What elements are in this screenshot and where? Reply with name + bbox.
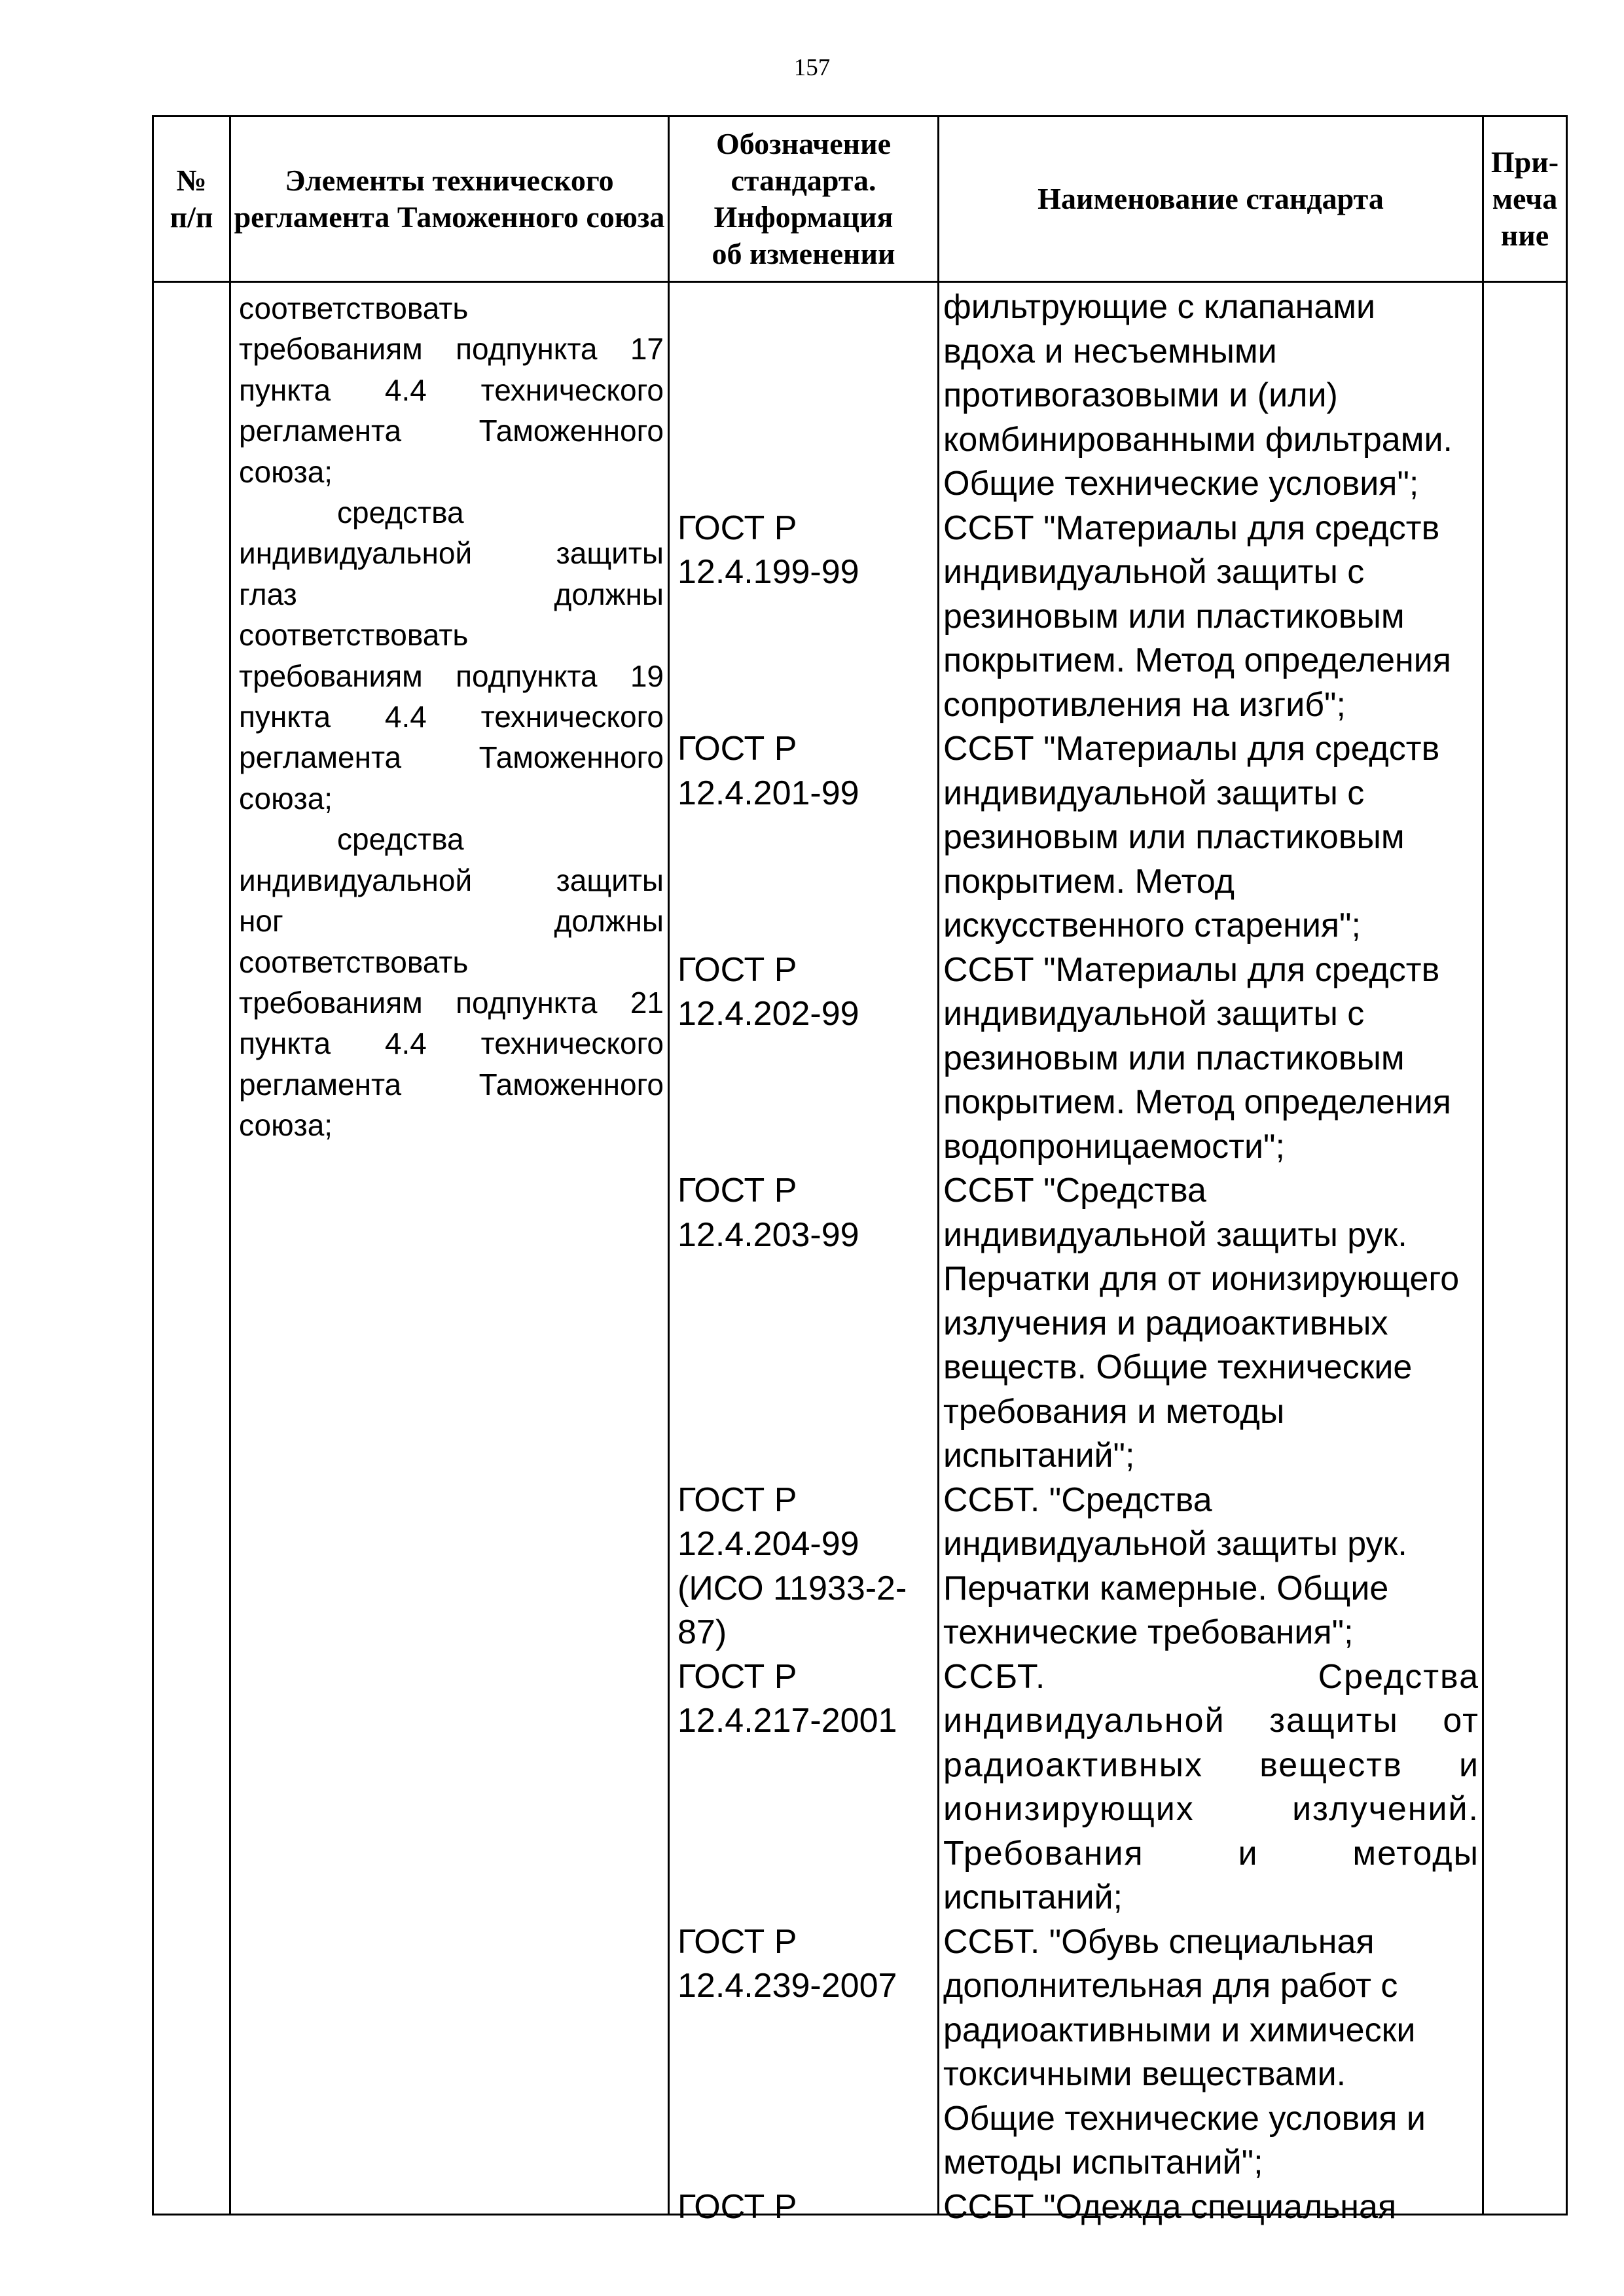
name-line: Требования и методы bbox=[943, 1834, 1479, 1873]
name-line: ССБТ. "Средства bbox=[943, 1480, 1212, 1519]
name-line: Общие технические условия"; bbox=[943, 465, 1419, 503]
header-col-elements: Элементы технического регламента Таможенного союза bbox=[230, 117, 669, 282]
elements-paragraph: средства индивидуальной защиты глаз должны соответствовать требованиям подпункта 19 пункта 4.4 технического регламента Таможенного союза; bbox=[239, 495, 664, 816]
name-line: ССБТ "Средства bbox=[943, 1172, 1206, 1210]
name-line: индивидуальной защиты с bbox=[943, 774, 1365, 812]
designation-line: (ИСО 11933-2- bbox=[677, 1569, 907, 1607]
designation-line: ГОСТ Р bbox=[677, 1657, 797, 1696]
standard-designation bbox=[677, 507, 935, 595]
name-line: индивидуальной защиты с bbox=[943, 553, 1365, 591]
standard-designation bbox=[677, 948, 935, 1037]
name-line: токсичными веществами. bbox=[943, 2055, 1346, 2093]
designation-line: 12.4.201-99 bbox=[677, 774, 859, 812]
standard-designation bbox=[677, 1479, 935, 1655]
name-line: противогазовыми и (или) bbox=[943, 376, 1338, 414]
name-line: Перчатки для от ионизирующего bbox=[943, 1260, 1460, 1298]
designation-line: ГОСТ Р bbox=[677, 950, 797, 989]
name-line: индивидуальной защиты с bbox=[943, 995, 1365, 1033]
name-line: дополнительная для работ с bbox=[943, 1967, 1398, 2005]
standard-designation bbox=[677, 2185, 935, 2230]
header-col-num: № п/п bbox=[153, 117, 230, 282]
name-line: ССБТ "Материалы для средств bbox=[943, 950, 1440, 989]
designation-line: 12.4.204-99 bbox=[677, 1525, 859, 1563]
name-line: Перчатки камерные. Общие bbox=[943, 1569, 1389, 1607]
name-line: индивидуальной защиты рук. bbox=[943, 1525, 1407, 1563]
standard-designation bbox=[677, 1920, 935, 2009]
designation-line: ГОСТ Р bbox=[677, 730, 797, 768]
elements-paragraph: средства индивидуальной защиты ног должны соответствовать требованиям подпункта 21 пункта 4.4 технического регламента Таможенного союза; bbox=[239, 822, 664, 1143]
designation-line: 12.4.199-99 bbox=[677, 553, 859, 591]
designation-line: 12.4.239-2007 bbox=[677, 1967, 897, 2005]
name-line: испытаний; bbox=[943, 1878, 1123, 1916]
name-line: ионизирующих излучений. bbox=[943, 1790, 1479, 1828]
standard-name bbox=[943, 727, 1479, 948]
name-line: требования и методы bbox=[943, 1392, 1285, 1431]
name-line: фильтрующие с клапанами bbox=[943, 288, 1376, 326]
cell-elements bbox=[230, 282, 669, 2215]
standard-designation bbox=[677, 1655, 935, 1744]
standard-designation bbox=[677, 727, 935, 816]
name-line: водопроницаемости"; bbox=[943, 1127, 1285, 1166]
table-row bbox=[153, 282, 1567, 2215]
name-line: ССБТ "Материалы для средств bbox=[943, 509, 1440, 547]
name-line: покрытием. Метод определения bbox=[943, 1083, 1451, 1121]
name-line: комбинированными фильтрами. bbox=[943, 420, 1453, 459]
standard-name bbox=[943, 1920, 1479, 2185]
name-line: Общие технические условия и bbox=[943, 2099, 1426, 2138]
designation-line: ГОСТ Р bbox=[677, 1480, 797, 1519]
header-col-designation: Обозначение стандарта. Информация об изменении bbox=[669, 117, 939, 282]
standard-name bbox=[943, 1479, 1479, 1655]
elements-text bbox=[231, 283, 668, 1146]
designation-line: ГОСТ Р bbox=[677, 1922, 797, 1961]
standard-designation bbox=[677, 1169, 935, 1257]
standard-name bbox=[943, 285, 1479, 507]
name-line: радиоактивными и химически bbox=[943, 2011, 1416, 2049]
name-line: ССБТ "Материалы для средств bbox=[943, 730, 1440, 768]
name-line: индивидуальной защиты рук. bbox=[943, 1215, 1407, 1254]
name-line: покрытием. Метод bbox=[943, 862, 1235, 901]
standard-name bbox=[943, 948, 1479, 1170]
name-line: испытаний"; bbox=[943, 1437, 1135, 1475]
name-line: покрытием. Метод определения bbox=[943, 641, 1451, 679]
standards-table bbox=[152, 115, 1568, 2226]
header-col-name: Наименование стандарта bbox=[939, 117, 1483, 282]
name-line: резиновым или пластиковым bbox=[943, 1039, 1405, 1077]
name-line: ССБТ. Средства bbox=[943, 1657, 1479, 1696]
designation-line: 12.4.203-99 bbox=[677, 1215, 859, 1254]
standard-name bbox=[943, 1655, 1479, 1920]
page-number: 157 bbox=[793, 54, 831, 81]
standard-name bbox=[943, 2185, 1479, 2230]
name-line: веществ. Общие технические bbox=[943, 1348, 1413, 1386]
designation-line: 87) bbox=[677, 1613, 727, 1651]
name-line: радиоактивных веществ и bbox=[943, 1746, 1479, 1784]
designation-line: 12.4.202-99 bbox=[677, 995, 859, 1033]
cell-num bbox=[153, 282, 230, 2215]
designation-line: ГОСТ Р bbox=[677, 509, 797, 547]
cell-designations bbox=[669, 282, 939, 2226]
name-line: ССБТ "Одежда специальная bbox=[943, 2187, 1397, 2226]
name-line: резиновым или пластиковым bbox=[943, 597, 1405, 636]
designation-line: ГОСТ Р bbox=[677, 1172, 797, 1210]
name-line: индивидуальной защиты от bbox=[943, 1702, 1479, 1740]
name-line: сопротивления на изгиб"; bbox=[943, 685, 1346, 724]
cell-names bbox=[939, 282, 1483, 2226]
name-line: методы испытаний"; bbox=[943, 2144, 1263, 2181]
table-header-row bbox=[153, 117, 1567, 282]
name-line: резиновым или пластиковым bbox=[943, 818, 1405, 856]
standard-name bbox=[943, 1169, 1479, 1479]
name-line: излучения и радиоактивных bbox=[943, 1304, 1388, 1342]
name-line: вдоха и несъемными bbox=[943, 332, 1277, 370]
elements-paragraph: соответствовать требованиям подпункта 17 пункта 4.4 технического регламента Таможенного союза; bbox=[239, 291, 664, 489]
header-col-note: При- меча ние bbox=[1483, 117, 1567, 282]
name-line: искусственного старения"; bbox=[943, 906, 1361, 944]
name-line: ССБТ. "Обувь специальная bbox=[943, 1922, 1375, 1961]
name-line: технические требования"; bbox=[943, 1613, 1354, 1651]
designation-line: ГОСТ Р bbox=[677, 2187, 797, 2226]
standard-name bbox=[943, 507, 1479, 728]
designation-line: 12.4.217-2001 bbox=[677, 1702, 897, 1740]
cell-note bbox=[1483, 282, 1567, 2215]
